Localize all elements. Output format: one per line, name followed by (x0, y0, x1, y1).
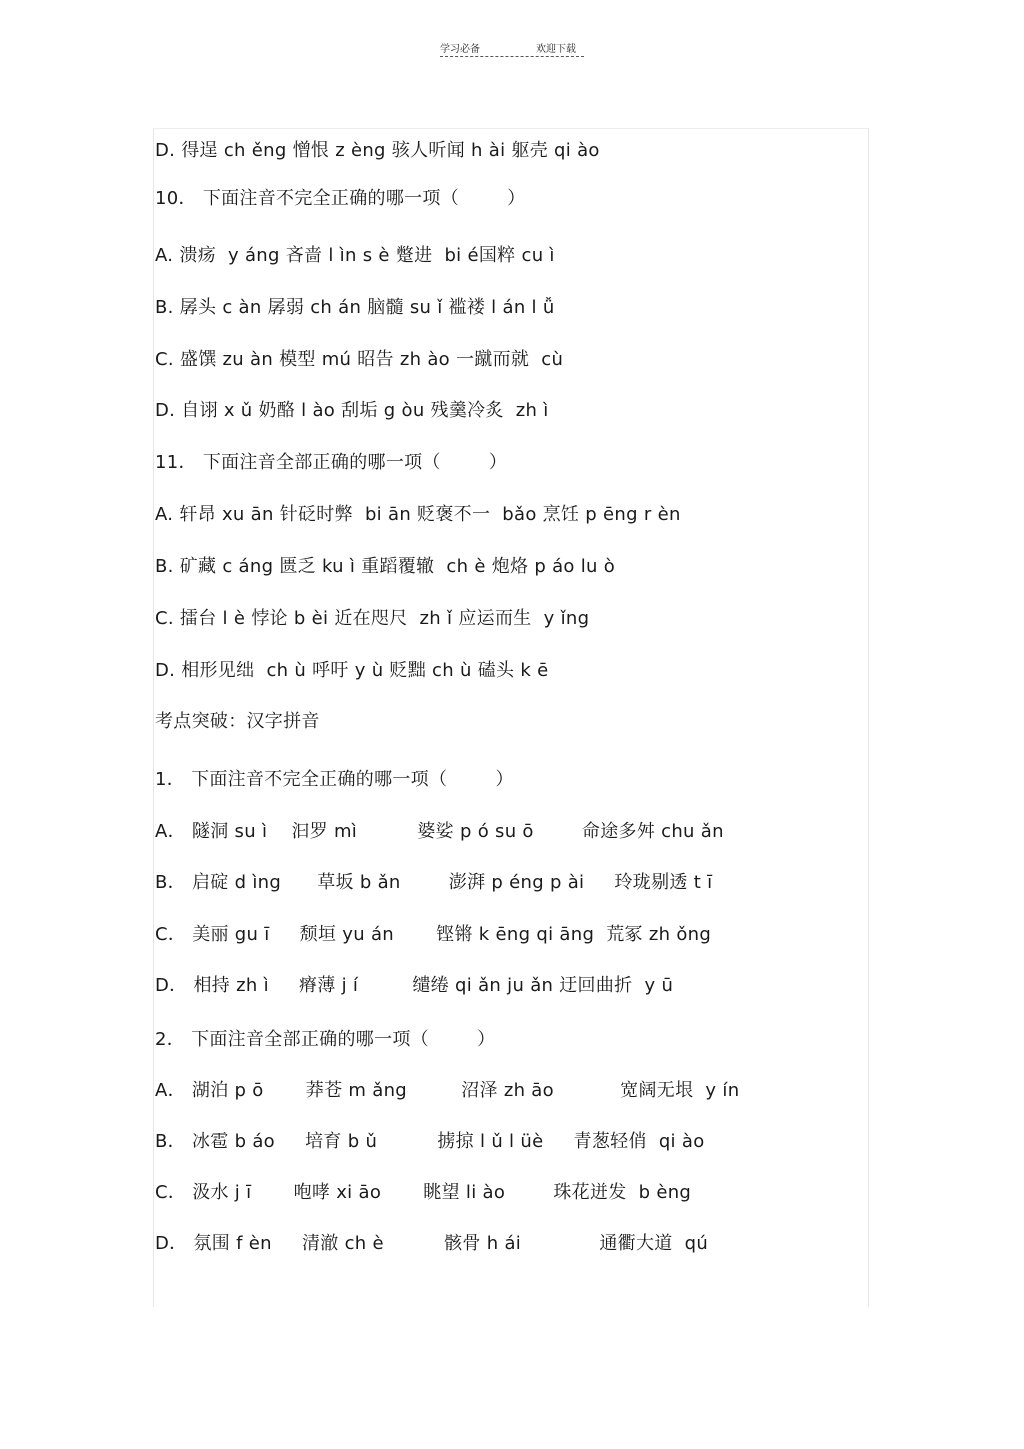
question-line: 10． 下面注音不完全正确的哪一项（ ） (155, 188, 526, 209)
header-right-text: 欢迎下载 (536, 44, 576, 55)
option-line: D. 相形见绌 ch ù 呼吁 y ù 贬黜 ch ù 磕头 k ē (155, 660, 549, 681)
option-line: B. 矿藏 c áng 匮乏 ku ì 重蹈覆辙 ch è 炮烙 p áo lu ò (155, 556, 616, 577)
option-line: A. 溃疡 y áng 吝啬 l ìn s è 蹩进 bi é国粹 cu ì (155, 245, 555, 266)
question-line: 11． 下面注音全部正确的哪一项（ ） (155, 452, 508, 473)
option-line: D． 氛围 f èn 清澈 ch è 骸骨 h ái 通衢大道 qú (155, 1233, 709, 1254)
option-line: C． 美丽 gu ī 颓垣 yu án 铿锵 k ēng qi āng 荒冢 zh ǒng (155, 924, 712, 945)
option-line: A． 湖泊 p ō 莽苍 m ǎng 沼泽 zh āo 宽阔无垠 y ín (155, 1080, 740, 1101)
section-heading: 考点突破：汉字拼音 (155, 711, 320, 732)
question-line: 1． 下面注音不完全正确的哪一项（ ） (155, 769, 514, 790)
option-line: C. 盛馔 zu àn 模型 mú 昭告 zh ào 一蹴而就 cù (155, 349, 564, 370)
option-line: D． 相持 zh ì 瘠薄 j í 缱绻 qi ǎn ju ǎn 迂回曲折 y ū (155, 975, 674, 996)
option-line: C. 擂台 l è 悖论 b èi 近在咫尺 zh ǐ 应运而生 y ǐng (155, 608, 590, 629)
option-line: C． 汲水 j ī 咆哮 xi āo 眺望 li ào 珠花迸发 b èng (155, 1182, 692, 1203)
option-line: A. 轩昂 xu ān 针砭时弊 bi ān 贬褒不一 bǎo 烹饪 p ēng r èn (155, 504, 681, 525)
option-line: D. 得逞 ch ěng 憎恨 z èng 骇人听闻 h ài 躯壳 qi ào (155, 140, 600, 161)
question-line: 2． 下面注音全部正确的哪一项（ ） (155, 1029, 496, 1050)
header-left-text: 学习必备 (440, 44, 480, 55)
header-divider (440, 56, 584, 57)
option-line: B． 冰雹 b áo 培育 b ǔ 掳掠 l ǔ l üè 青葱轻俏 qi ào (155, 1131, 705, 1152)
option-line: A． 隧洞 su ì 汩罗 mì 婆娑 p ó su ō 命途多舛 chu ǎn (155, 821, 724, 842)
option-line: B． 启碇 d ìng 草坂 b ǎn 澎湃 p éng p ài 玲珑剔透 t ī (155, 872, 713, 893)
option-line: D. 自诩 x ǔ 奶酪 l ào 刮垢 g òu 残羹冷炙 zh ì (155, 400, 549, 421)
option-line: B. 孱头 c àn 孱弱 ch án 脑髓 su ǐ 褴褛 l án l ǚ (155, 297, 555, 318)
